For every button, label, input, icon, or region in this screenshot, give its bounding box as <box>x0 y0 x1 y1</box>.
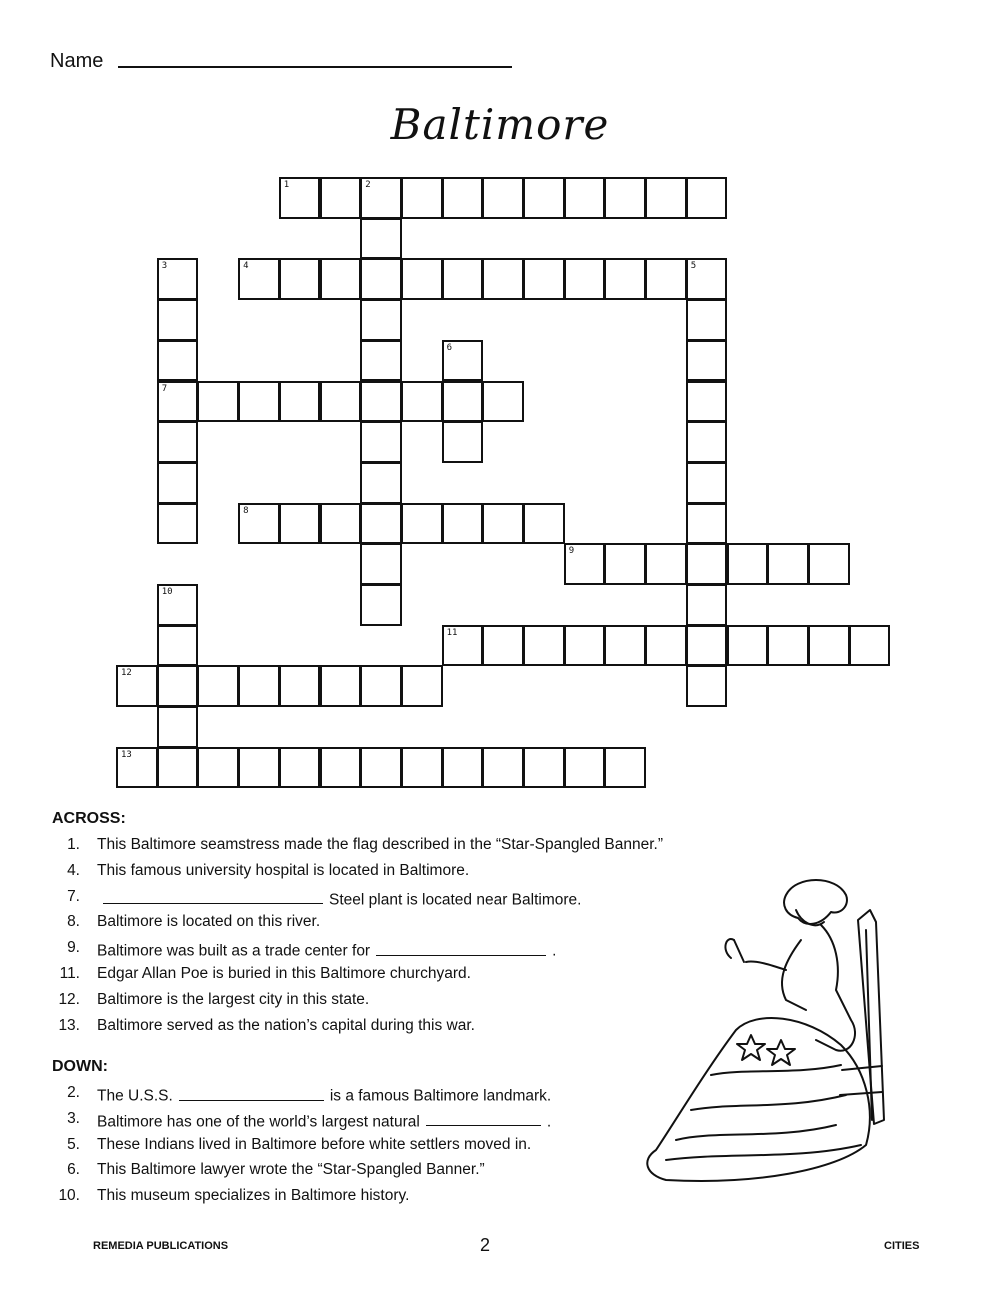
grid-cell[interactable] <box>401 258 443 300</box>
grid-cell[interactable] <box>727 543 769 585</box>
grid-cell[interactable] <box>320 381 362 423</box>
grid-cell[interactable] <box>320 503 362 545</box>
grid-cell[interactable] <box>360 421 402 463</box>
grid-cell[interactable] <box>808 543 850 585</box>
grid-cell[interactable] <box>686 665 728 707</box>
grid-cell[interactable] <box>645 625 687 667</box>
category: CITIES <box>884 1240 920 1252</box>
grid-cell[interactable] <box>564 625 606 667</box>
grid-cell[interactable] <box>564 543 606 585</box>
grid-cell[interactable] <box>482 258 524 300</box>
clue-num: 13. <box>58 1016 80 1034</box>
clue-number: 11 <box>446 627 458 638</box>
grid-cell[interactable] <box>727 625 769 667</box>
clue-num: 1. <box>67 836 80 853</box>
clue-num: 8. <box>67 913 80 931</box>
grid-cell[interactable] <box>401 177 443 219</box>
clue-text-post: is a famous Baltimore landmark. <box>329 1087 552 1105</box>
grid-cell[interactable] <box>401 381 443 423</box>
grid-cell[interactable] <box>320 258 362 300</box>
clue-text: This Baltimore lawyer wrote the “Star-Spangled Banner.” <box>97 1161 485 1179</box>
clue-item <box>52 913 321 939</box>
grid-cell[interactable] <box>360 381 402 423</box>
clue-text: Edgar Allan Poe is buried in this Baltimore churchyard. <box>97 964 471 982</box>
clue-number: 7 <box>161 383 168 394</box>
grid-cell[interactable] <box>279 381 321 423</box>
clue-num: 9. <box>67 939 80 957</box>
grid-cell[interactable] <box>686 258 728 300</box>
grid-cell[interactable] <box>523 258 565 300</box>
grid-cell[interactable] <box>482 381 524 423</box>
clue-text-post: Steel plant is located near Baltimore. <box>329 891 582 909</box>
clue-num: 5. <box>67 1135 80 1153</box>
across-list <box>52 836 664 1042</box>
grid-cell[interactable] <box>686 381 728 423</box>
grid-cell[interactable] <box>564 747 606 789</box>
clue-item <box>52 1161 485 1187</box>
grid-cell[interactable] <box>238 747 280 789</box>
grid-cell[interactable] <box>442 625 484 667</box>
grid-cell[interactable] <box>686 584 728 626</box>
grid-cell[interactable] <box>197 747 239 789</box>
grid-cell[interactable] <box>157 503 199 545</box>
grid-cell[interactable] <box>442 177 484 219</box>
grid-cell[interactable] <box>645 177 687 219</box>
grid-cell[interactable] <box>279 177 321 219</box>
grid-cell[interactable] <box>767 543 809 585</box>
grid-cell[interactable] <box>808 625 850 667</box>
clue-number: 2 <box>365 180 371 190</box>
grid-cell[interactable] <box>279 665 321 707</box>
clue-number: 9 <box>568 546 575 557</box>
clue-item <box>52 990 370 1017</box>
grid-cell[interactable] <box>686 299 728 341</box>
down-heading: DOWN: <box>52 1058 108 1075</box>
clue-text: Baltimore is the largest city in this state. <box>97 990 370 1008</box>
answer-blank[interactable] <box>103 888 323 905</box>
clue-number: 4 <box>243 261 249 272</box>
answer-blank[interactable] <box>376 939 546 956</box>
grid-cell[interactable] <box>157 665 199 707</box>
grid-cell[interactable] <box>157 462 199 504</box>
grid-cell[interactable] <box>360 177 402 219</box>
clue-text: This famous university hospital is located in Baltimore. <box>97 861 470 879</box>
grid-cell[interactable] <box>523 503 565 545</box>
clue-number: 1 <box>283 180 290 190</box>
grid-cell[interactable] <box>604 747 646 789</box>
grid-cell[interactable] <box>360 665 402 707</box>
grid-cell[interactable] <box>523 747 565 789</box>
grid-cell[interactable] <box>564 258 606 300</box>
grid-cell[interactable] <box>442 421 484 463</box>
grid-cell[interactable] <box>360 218 402 260</box>
grid-cell[interactable] <box>157 340 199 382</box>
grid-cell[interactable] <box>482 503 524 545</box>
clue-num: 3. <box>67 1109 80 1127</box>
grid-cell[interactable] <box>116 665 158 707</box>
clue-num: 6. <box>67 1161 80 1179</box>
clue-text: This museum specializes in Baltimore history. <box>97 1187 410 1205</box>
grid-cell[interactable] <box>157 584 199 626</box>
grid-cell[interactable] <box>197 381 239 423</box>
grid-cell[interactable] <box>604 625 646 667</box>
grid-cell[interactable] <box>523 177 565 219</box>
clue-item <box>52 887 582 914</box>
clue-item <box>52 939 557 965</box>
page-number: 2 <box>480 1235 491 1255</box>
clue-number: 10 <box>161 587 173 597</box>
clue-num: 7. <box>67 887 80 905</box>
clue-number: 5 <box>690 261 697 272</box>
clue-text: This Baltimore seamstress made the flag described in the “Star-Spangled Banner.” <box>97 836 664 853</box>
grid-cell[interactable] <box>686 421 728 463</box>
grid-cell[interactable] <box>442 503 484 545</box>
grid-cell[interactable] <box>442 258 484 300</box>
grid-cell[interactable] <box>157 625 199 667</box>
clue-number: 13 <box>121 749 132 760</box>
clue-num: 2. <box>67 1084 80 1101</box>
across-clues <box>52 810 664 1042</box>
grid-cell[interactable] <box>360 258 402 300</box>
grid-cell[interactable] <box>197 665 239 707</box>
grid-cell[interactable] <box>767 625 809 667</box>
clue-num: 10. <box>58 1187 80 1205</box>
grid-cell[interactable] <box>849 625 891 667</box>
clue-number: 3 <box>161 261 168 272</box>
grid-cell[interactable] <box>442 381 484 423</box>
clue-text <box>97 888 581 910</box>
grid-cell[interactable] <box>686 340 728 382</box>
answer-blank[interactable] <box>426 1110 541 1127</box>
grid-cell[interactable] <box>604 543 646 585</box>
grid-cell[interactable] <box>401 665 443 707</box>
down-clues <box>52 1058 552 1213</box>
grid-cell[interactable] <box>442 747 484 789</box>
grid-cell[interactable] <box>238 665 280 707</box>
down-list <box>52 1084 552 1213</box>
grid-cell[interactable] <box>279 503 321 545</box>
grid-cell[interactable] <box>116 747 158 789</box>
grid-cell[interactable] <box>645 543 687 585</box>
grid-cell[interactable] <box>157 747 199 789</box>
clue-item <box>52 1109 552 1136</box>
clue-text-pre: The U.S.S. <box>97 1087 173 1105</box>
clue-num: 4. <box>67 861 80 879</box>
clue-num: 12. <box>58 990 80 1008</box>
grid-cell[interactable] <box>401 747 443 789</box>
grid-cell[interactable] <box>157 299 199 341</box>
clue-item <box>52 964 471 991</box>
clue-text-pre: Baltimore was built as a trade center for <box>97 942 371 960</box>
grid-cell[interactable] <box>564 177 606 219</box>
grid-cell[interactable] <box>360 543 402 585</box>
grid-cell[interactable] <box>360 299 402 341</box>
seamstress-illustration <box>636 870 936 1200</box>
grid-cell[interactable] <box>360 340 402 382</box>
clue-text: Baltimore is located on this river. <box>97 913 321 931</box>
clue-text <box>97 1084 551 1106</box>
clue-item <box>52 836 664 862</box>
grid-cell[interactable] <box>686 503 728 545</box>
clue-text-post: . <box>552 942 557 960</box>
grid-cell[interactable] <box>360 462 402 504</box>
grid-cell[interactable] <box>360 584 402 626</box>
grid-cell[interactable] <box>157 706 199 748</box>
grid-cell[interactable] <box>686 625 728 667</box>
clue-num: 11. <box>59 964 80 982</box>
grid-cell[interactable] <box>482 747 524 789</box>
grid-cell[interactable] <box>604 177 646 219</box>
grid-cell[interactable] <box>482 625 524 667</box>
name-label: Name <box>50 50 104 72</box>
grid-cell[interactable] <box>686 543 728 585</box>
clue-item <box>52 861 470 888</box>
grid-cell[interactable] <box>360 503 402 545</box>
clue-item <box>52 1016 475 1043</box>
grid-cell[interactable] <box>604 258 646 300</box>
clue-number: 12 <box>121 668 132 679</box>
grid-cell[interactable] <box>686 177 728 219</box>
clue-text: Baltimore served as the nation’s capital during this war. <box>97 1016 475 1034</box>
grid-cell[interactable] <box>320 665 362 707</box>
grid-cell[interactable] <box>360 747 402 789</box>
clue-number: 6 <box>446 342 453 353</box>
grid-cell[interactable] <box>482 177 524 219</box>
page-title: Baltimore <box>390 100 610 149</box>
clue-item <box>52 1187 410 1213</box>
across-heading: ACROSS: <box>52 810 126 827</box>
grid-cell[interactable] <box>320 177 362 219</box>
grid-cell[interactable] <box>279 747 321 789</box>
clue-item <box>52 1084 552 1110</box>
grid-cell[interactable] <box>523 625 565 667</box>
grid-cell[interactable] <box>686 462 728 504</box>
clue-number: 8 <box>243 505 249 516</box>
grid-cell[interactable] <box>238 258 280 300</box>
grid-cell[interactable] <box>401 503 443 545</box>
grid-cell[interactable] <box>157 258 199 300</box>
grid-cell[interactable] <box>279 258 321 300</box>
grid-cell[interactable] <box>320 747 362 789</box>
clue-text-pre: Baltimore has one of the world’s largest natural <box>97 1113 420 1131</box>
grid-cell[interactable] <box>238 381 280 423</box>
grid-cell[interactable] <box>645 258 687 300</box>
clue-text-post: . <box>546 1113 552 1131</box>
answer-blank[interactable] <box>179 1084 324 1101</box>
clue-text: These Indians lived in Baltimore before white settlers moved in. <box>97 1135 532 1153</box>
grid-cell[interactable] <box>442 340 484 382</box>
grid-cell[interactable] <box>157 381 199 423</box>
grid-cell[interactable] <box>238 503 280 545</box>
clue-text <box>97 939 556 961</box>
grid-cell[interactable] <box>157 421 199 463</box>
publisher: REMEDIA PUBLICATIONS <box>93 1240 229 1252</box>
clue-item <box>52 1135 532 1162</box>
clue-text <box>97 1110 551 1132</box>
